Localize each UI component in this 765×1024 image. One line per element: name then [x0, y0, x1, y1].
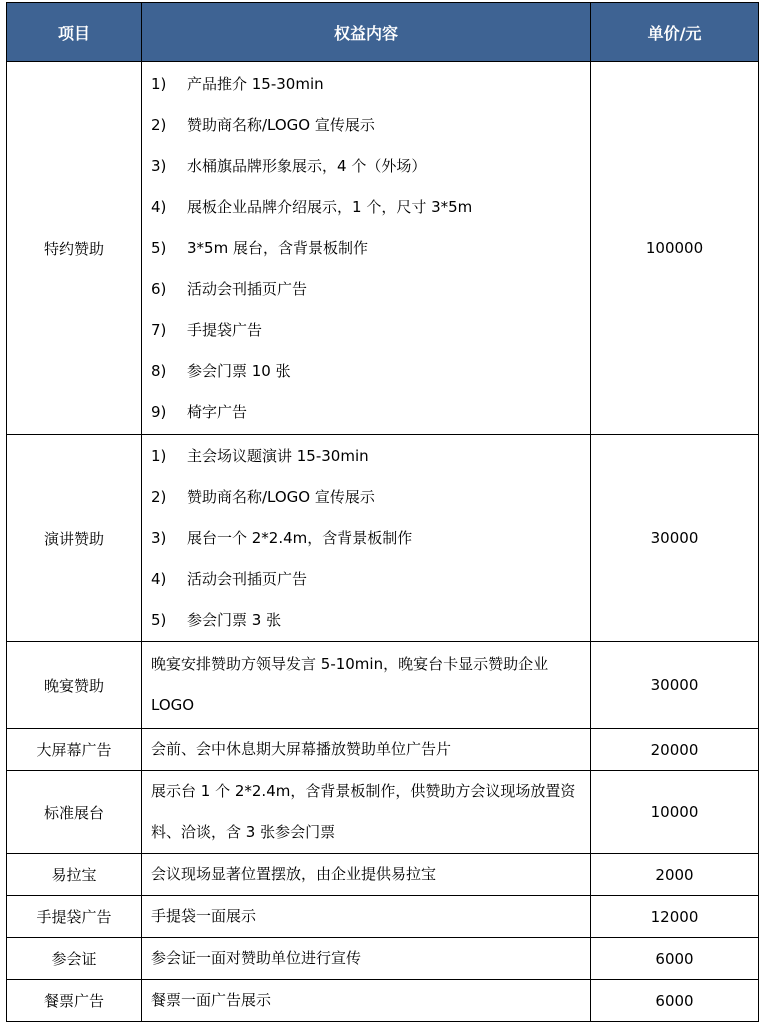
- sponsorship-table: [6, 2, 759, 1022]
- item-text: 赞助商名称/LOGO 宣传展示: [187, 487, 375, 506]
- item-number: 6): [151, 279, 167, 298]
- item-number: 2): [151, 487, 167, 506]
- item-number: 3): [151, 156, 167, 175]
- item-number: 5): [151, 610, 167, 629]
- list-item: [151, 600, 584, 641]
- list-item: [151, 228, 584, 269]
- item-text: 手提袋广告: [187, 320, 263, 339]
- row-content: 餐票一面广告展示: [142, 980, 591, 1022]
- item-number: 9): [151, 402, 167, 421]
- table-row: [7, 62, 759, 435]
- table-header-row: [7, 3, 759, 62]
- row-name: 大屏幕广告: [7, 729, 142, 771]
- row-price: 6000: [591, 938, 759, 980]
- benefit-list: [151, 436, 584, 641]
- item-number: 2): [151, 115, 167, 134]
- row-name: 晚宴赞助: [7, 642, 142, 729]
- item-text: 活动会刊插页广告: [187, 279, 308, 298]
- item-text: 主会场议题演讲 15-30min: [187, 446, 369, 465]
- table-row: [7, 729, 759, 771]
- row-price: 100000: [591, 62, 759, 435]
- row-price: 30000: [591, 642, 759, 729]
- item-text: 赞助商名称/LOGO 宣传展示: [187, 115, 375, 134]
- table-row: [7, 896, 759, 938]
- list-item: [151, 310, 584, 351]
- item-number: 1): [151, 446, 167, 465]
- row-content: 会议现场显著位置摆放，由企业提供易拉宝: [142, 854, 591, 896]
- row-content: 会前、会中休息期大屏幕播放赞助单位广告片: [142, 729, 591, 771]
- list-item: [151, 392, 584, 433]
- row-name: 餐票广告: [7, 980, 142, 1022]
- header-item: 项目: [7, 3, 142, 62]
- row-price: 12000: [591, 896, 759, 938]
- table-row: [7, 771, 759, 854]
- item-text: 展台一个 2*2.4m，含背景板制作: [187, 528, 413, 547]
- list-item: [151, 64, 584, 105]
- benefit-list: [151, 64, 584, 433]
- item-text: 椅字广告: [187, 402, 248, 421]
- list-item: [151, 518, 584, 559]
- row-name: 标准展台: [7, 771, 142, 854]
- table-row: [7, 980, 759, 1022]
- item-text: 展板企业品牌介绍展示，1 个，尺寸 3*5m: [187, 197, 473, 216]
- item-number: 8): [151, 361, 167, 380]
- list-item: [151, 105, 584, 146]
- item-number: 7): [151, 320, 167, 339]
- item-number: 1): [151, 74, 167, 93]
- item-number: 5): [151, 238, 167, 257]
- item-number: 3): [151, 528, 167, 547]
- row-content: [142, 435, 591, 642]
- row-name: 特约赞助: [7, 62, 142, 435]
- row-price: 30000: [591, 435, 759, 642]
- row-name: 手提袋广告: [7, 896, 142, 938]
- row-name: 参会证: [7, 938, 142, 980]
- list-item: [151, 146, 584, 187]
- table-row: [7, 642, 759, 729]
- item-text: 产品推介 15-30min: [187, 74, 324, 93]
- row-name: 演讲赞助: [7, 435, 142, 642]
- row-price: 10000: [591, 771, 759, 854]
- row-price: 20000: [591, 729, 759, 771]
- row-name: 易拉宝: [7, 854, 142, 896]
- item-text: 参会门票 10 张: [187, 361, 291, 380]
- item-number: 4): [151, 197, 167, 216]
- row-content: 手提袋一面展示: [142, 896, 591, 938]
- item-text: 3*5m 展台，含背景板制作: [187, 238, 368, 257]
- header-content: 权益内容: [142, 3, 591, 62]
- row-price: 2000: [591, 854, 759, 896]
- list-item: [151, 269, 584, 310]
- table-row: [7, 938, 759, 980]
- header-price: 单价/元: [591, 3, 759, 62]
- table-row: [7, 435, 759, 642]
- list-item: [151, 351, 584, 392]
- row-price: 6000: [591, 980, 759, 1022]
- item-number: 4): [151, 569, 167, 588]
- row-content: 参会证一面对赞助单位进行宣传: [142, 938, 591, 980]
- table-row: [7, 854, 759, 896]
- row-content: 晚宴安排赞助方领导发言 5-10min，晚宴台卡显示赞助企业 LOGO: [142, 642, 591, 729]
- item-text: 参会门票 3 张: [187, 610, 282, 629]
- list-item: [151, 477, 584, 518]
- list-item: [151, 559, 584, 600]
- row-content: 展示台 1 个 2*2.4m，含背景板制作，供赞助方会议现场放置资料、洽谈，含 3 张参会门票: [142, 771, 591, 854]
- item-text: 活动会刊插页广告: [187, 569, 308, 588]
- list-item: [151, 436, 584, 477]
- row-content: [142, 62, 591, 435]
- list-item: [151, 187, 584, 228]
- item-text: 水桶旗品牌形象展示，4 个（外场）: [187, 156, 427, 175]
